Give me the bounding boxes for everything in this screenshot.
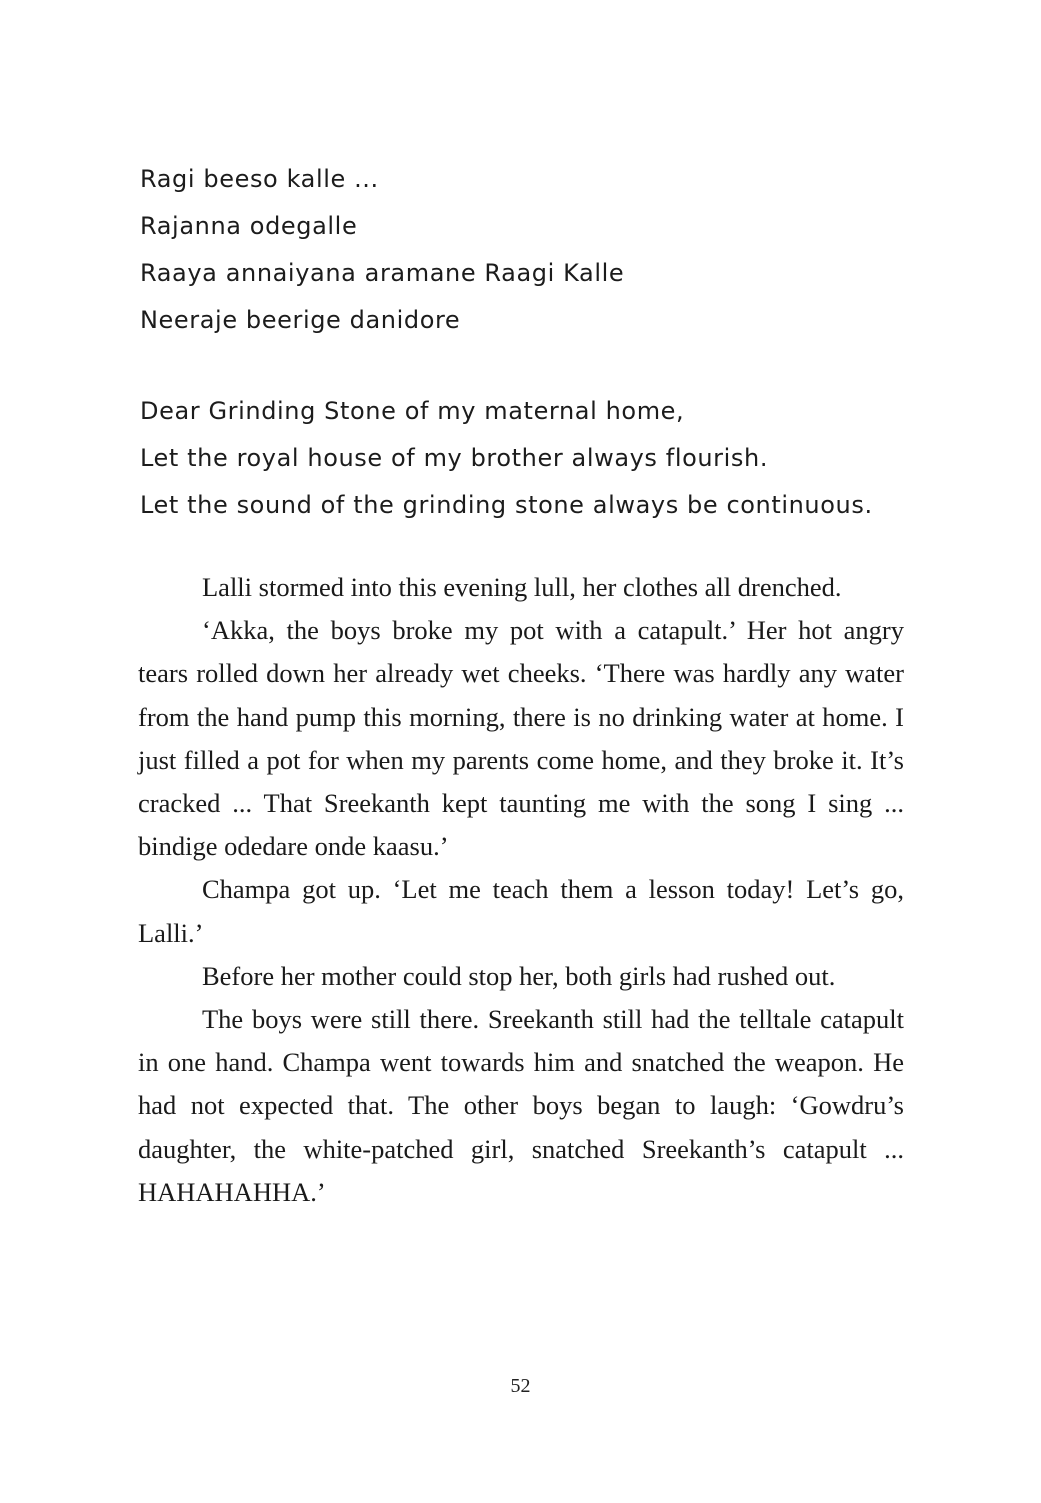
song-verse-kannada (140, 156, 920, 344)
song-verse-translation (140, 388, 920, 529)
paragraph: Lalli stormed into this evening lull, her clothes all drenched. (202, 572, 842, 602)
paragraph: ‘Akka, the boys broke my pot with a catapult.’ Her hot angry tears rolled down her already wet cheeks. ‘There was hardly any water from the hand pump this morning, there is no drinking water at home. I just filled a pot for when my parents come home, and they broke it. It’s cracked ... That Sreekanth kept taunting me with the song I sing ... bindige odedare onde kaasu.’ (138, 615, 904, 862)
paragraph: Champa got up. ‘Let me teach them a lesson today! Let’s go, Lalli.’ (138, 874, 904, 948)
song-line: Neeraje beerige danidore (140, 306, 461, 334)
paragraph: The boys were still there. Sreekanth still had the telltale catapult in one hand. Champa went towards him and snatched the weapon. He had not expected that. The other boys began to laugh: ‘Gowdru’s daughter, the white-patched girl, snatched Sreekanth’s catapult ... HAHAHAHHA.’ (138, 1004, 904, 1207)
song-line: Ragi beeso kalle ... (140, 165, 379, 193)
paragraph: Before her mother could stop her, both girls had rushed out. (202, 960, 836, 991)
song-line: Rajanna odegalle (140, 212, 358, 240)
page-number: 52 (510, 1375, 531, 1397)
song-line: Let the sound of the grinding stone always be continuous. (140, 491, 873, 519)
song-line: Let the royal house of my brother always flourish. (140, 444, 769, 472)
song-line: Dear Grinding Stone of my maternal home, (140, 397, 685, 425)
body-text (138, 566, 904, 1214)
song-line: Raaya annaiyana aramane Raagi Kalle (140, 259, 625, 287)
